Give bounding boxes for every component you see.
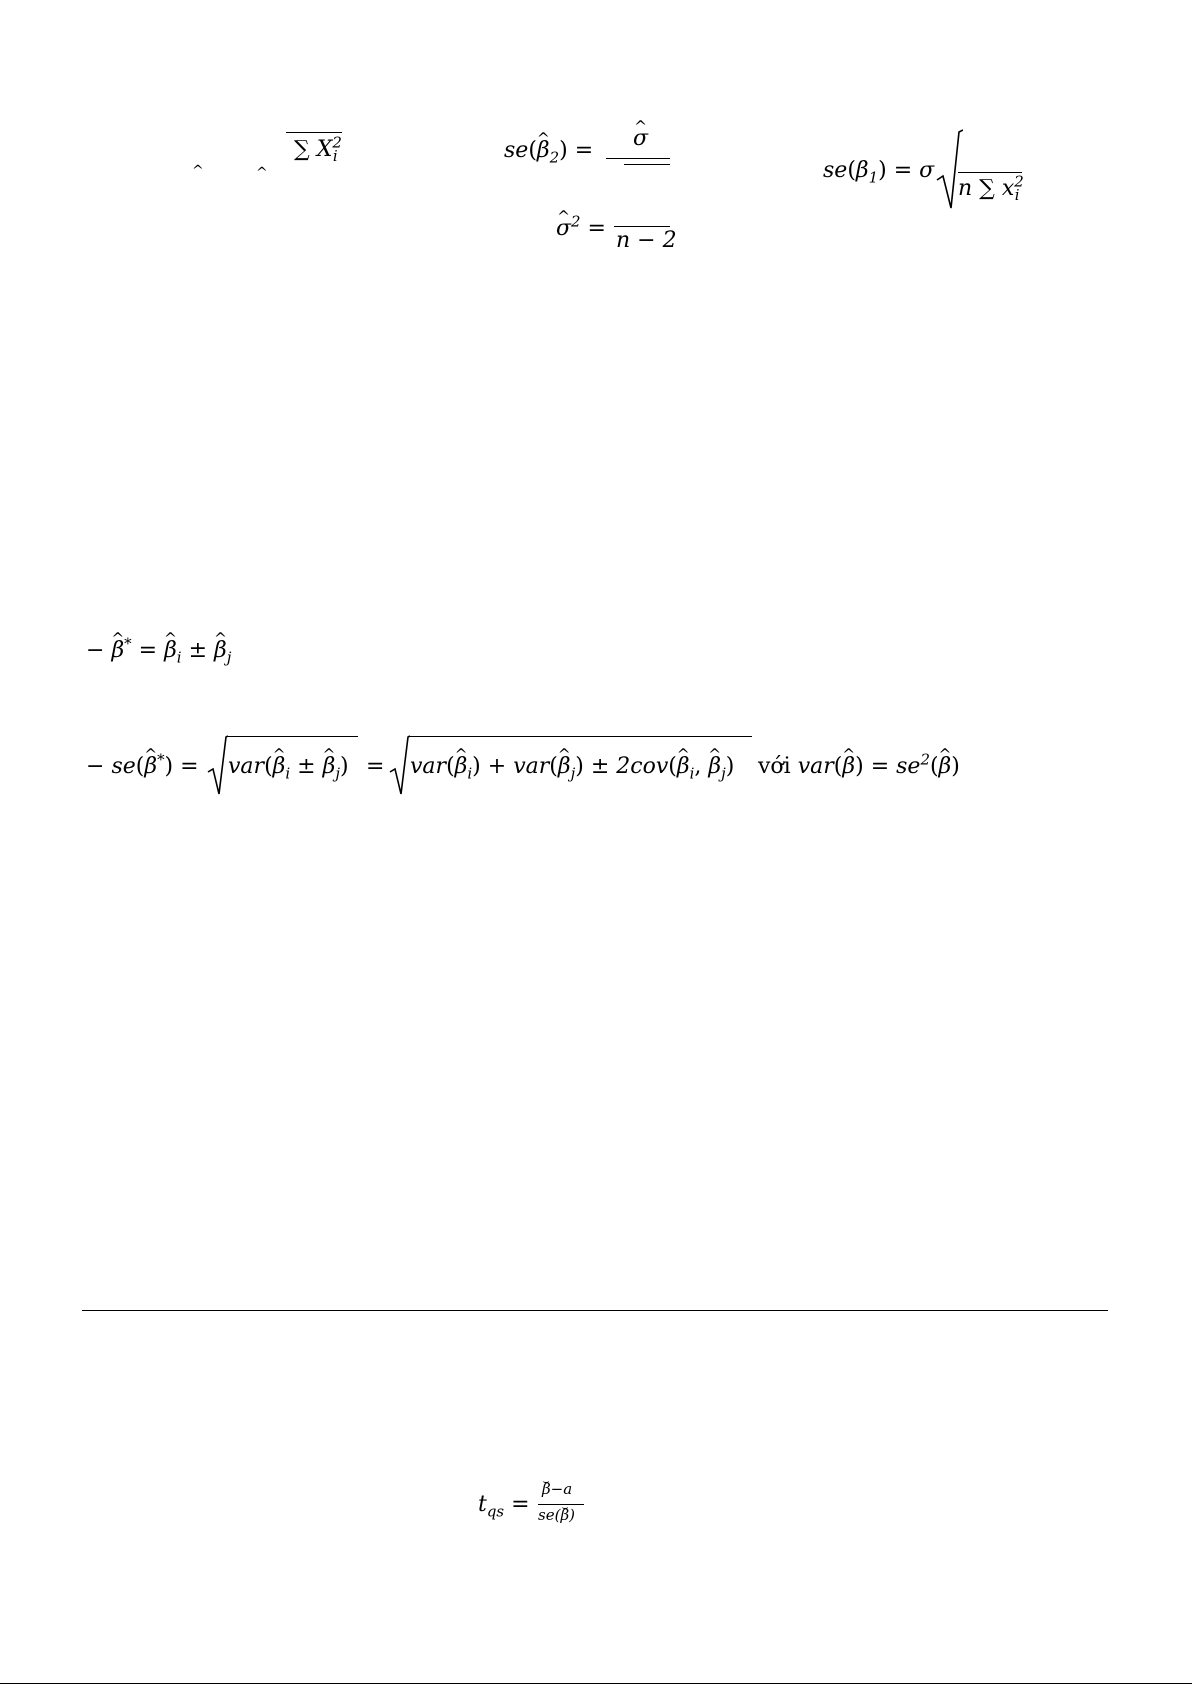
formula-se-beta2-numerator: ^ σ <box>633 128 648 150</box>
formula-t-qs: $t_{qs}$ = <box>478 1492 530 1521</box>
radicand-var-cov: var(^ $\beta_i$) + var(^ $\beta_j$) ± 2cov(^ $\beta_i$, ^ $\beta_j$) <box>410 756 734 778</box>
formula-sigma-squared: ^ $\sigma^2$ = <box>556 218 606 240</box>
hat-mark: ^ <box>192 163 204 179</box>
formula-var-equals-se-squared: với var(^ $\beta) = se^2(\^{}$ β) <box>758 756 960 778</box>
formula-se-beta2: se(^ $\beta_2$) = <box>504 140 593 162</box>
formula-sum-x-squared: ∑ $X^2_i$ <box>286 132 342 161</box>
formula-t-qs-numerator: ⌢ β−a <box>542 1482 572 1497</box>
formula-sigma-squared-denominator: n − 2 <box>616 228 677 253</box>
formula-t-qs-denominator: se(⌢ β) <box>538 1508 575 1523</box>
equals-sign: = <box>366 754 385 779</box>
radical-overline <box>408 736 752 737</box>
page-bottom-edge <box>0 1683 1192 1684</box>
fraction-bar <box>606 158 670 159</box>
formula-beta-star: − ^ β* = ^ $\beta_i$ ± ^ $\beta_j$ <box>86 640 231 662</box>
formula-se-beta1-denominator: n ∑ $x^2_i$ <box>958 172 1024 205</box>
radical-overline <box>226 736 358 737</box>
formula-fragment-top-left-hat-2 <box>256 150 268 181</box>
radicand-var-sum: var(^ $\beta_i$ ± ^ $\beta_j$) <box>228 756 349 778</box>
formula-se-beta1: $se(\beta_1) = \sigma$ <box>823 158 935 187</box>
fraction-bar-double <box>624 164 670 165</box>
fraction-bar <box>958 172 1022 173</box>
formula-se-beta-star: − se(^ β*) = <box>86 756 199 778</box>
sqrt-radical-icon <box>206 734 228 796</box>
horizontal-divider <box>82 1310 1108 1311</box>
hat-mark: ^ <box>256 165 268 181</box>
formula-fragment-top-left <box>192 150 204 179</box>
fraction-bar <box>614 226 670 227</box>
sqrt-radical-icon <box>388 734 410 796</box>
